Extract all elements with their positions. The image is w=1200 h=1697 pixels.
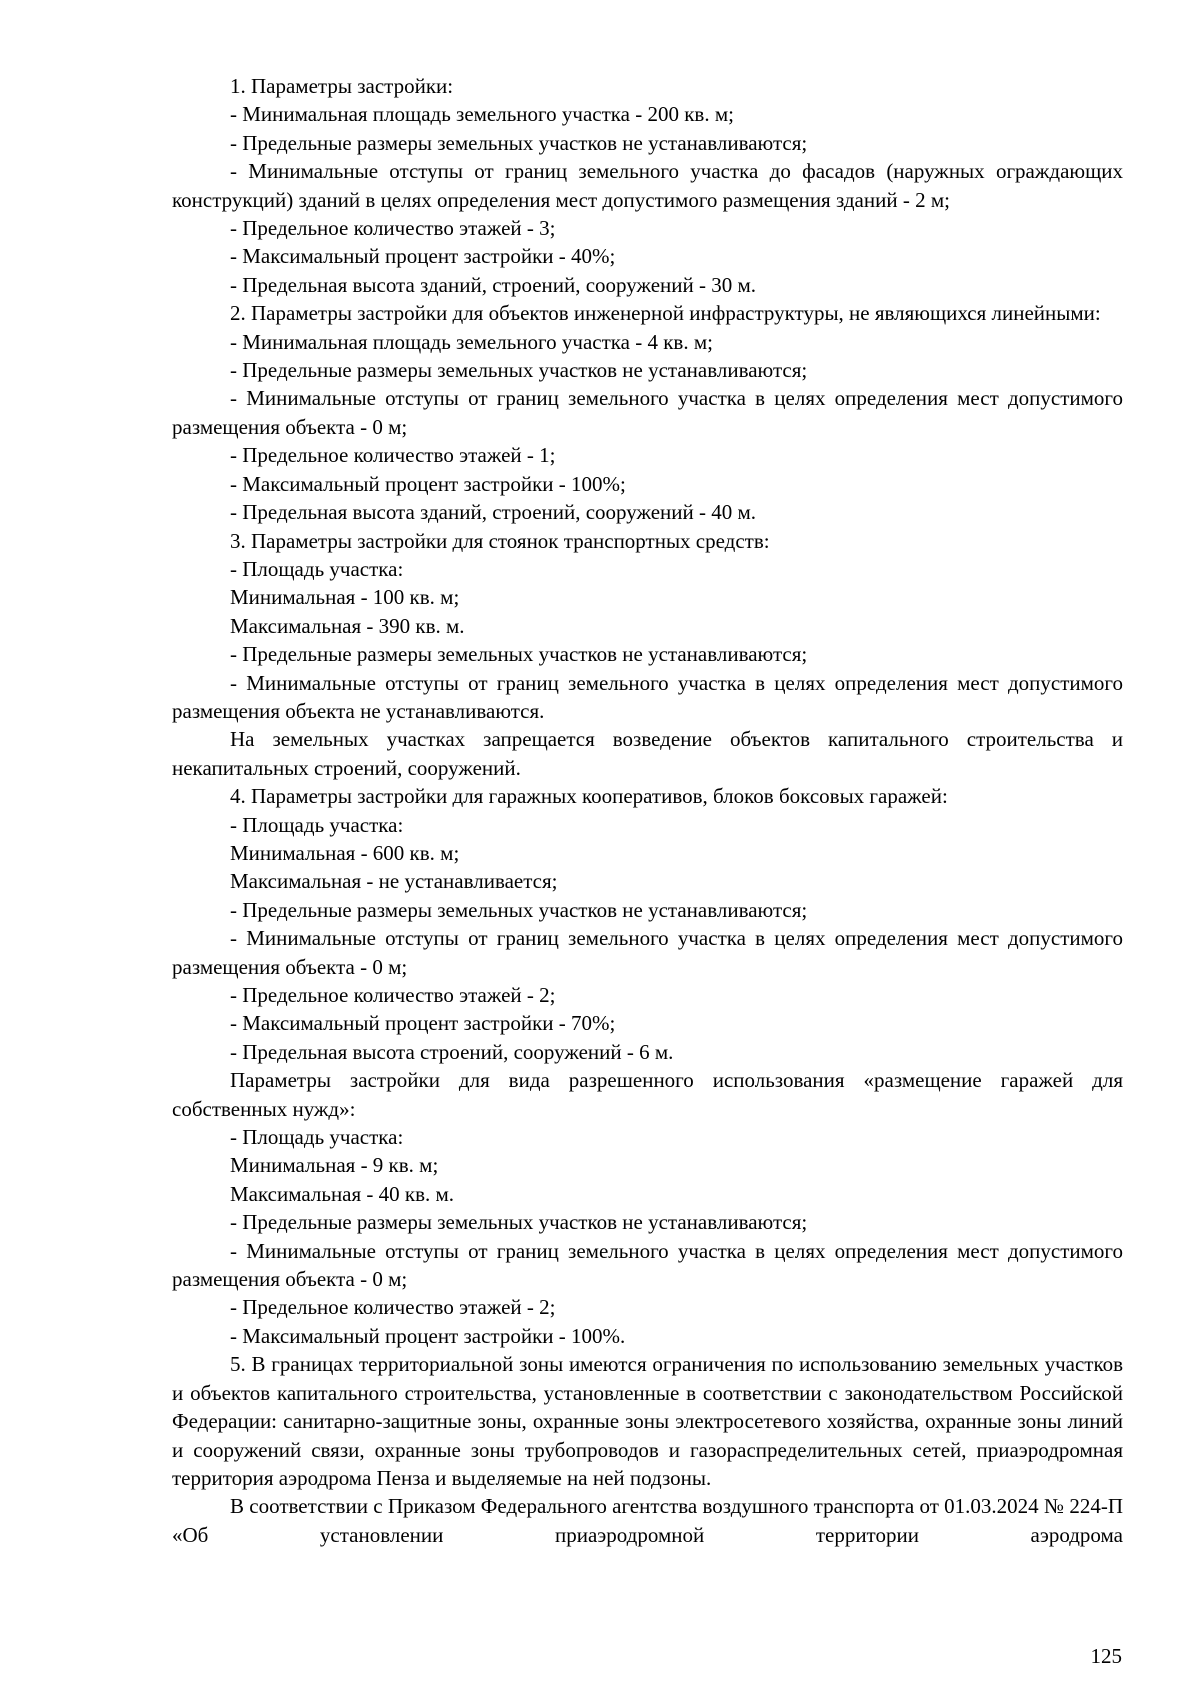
- paragraph: 4. Параметры застройки для гаражных кооперативов, блоков боксовых гаражей:: [230, 784, 948, 809]
- page-number: 125: [1090, 1644, 1122, 1668]
- paragraph: - Минимальные отступы от границ земельного участка в целях определения мест допустимого размещения объекта - 0 м;: [172, 1238, 1123, 1292]
- paragraph: 3. Параметры застройки для стоянок транспортных средств:: [230, 528, 770, 553]
- paragraph: - Минимальные отступы от границ земельного участка в целях определения мест допустимого размещения объекта - 0 м;: [172, 386, 1123, 439]
- paragraph: - Предельные размеры земельных участков не устанавливаются;: [230, 642, 808, 667]
- paragraph: - Площадь участка:: [230, 812, 404, 837]
- paragraph: - Площадь участка:: [230, 1125, 404, 1150]
- paragraph: - Максимальный процент застройки - 70%;: [230, 1011, 616, 1036]
- paragraph: 2. Параметры застройки для объектов инженерной инфраструктуры, не являющихся линейными:: [230, 301, 1101, 326]
- paragraph: - Предельное количество этажей - 1;: [230, 443, 556, 468]
- paragraph: - Предельная высота зданий, строений, сооружений - 40 м.: [230, 500, 757, 525]
- paragraph: Минимальная - 600 кв. м;: [230, 840, 460, 865]
- paragraph: - Минимальная площадь земельного участка - 200 кв. м;: [230, 102, 734, 127]
- document-page: [172, 72, 1123, 1549]
- paragraph: - Предельные размеры земельных участков не устанавливаются;: [230, 897, 808, 922]
- paragraph: - Предельное количество этажей - 2;: [230, 1295, 556, 1320]
- paragraph: - Предельные размеры земельных участков не устанавливаются;: [230, 130, 808, 155]
- paragraph: Минимальная - 9 кв. м;: [230, 1153, 439, 1178]
- paragraph: Минимальная - 100 кв. м;: [230, 585, 460, 610]
- paragraph: - Минимальная площадь земельного участка - 4 кв. м;: [230, 329, 713, 354]
- paragraph: - Предельные размеры земельных участков не устанавливаются;: [230, 358, 808, 383]
- paragraph: В соответствии с Приказом Федерального агентства воздушного транспорта от 01.03.2024 № 224-П «Об установлении приаэродромной территории аэродрома: [172, 1494, 1123, 1547]
- paragraph: На земельных участках запрещается возведение объектов капитального строительства и некапитальных строений, сооружений.: [172, 727, 1123, 780]
- paragraph: - Максимальный процент застройки - 100%;: [230, 471, 626, 496]
- paragraph: Параметры застройки для вида разрешенного использования «размещение гаражей для собственных нужд»:: [172, 1068, 1123, 1121]
- paragraph: 1. Параметры застройки:: [230, 74, 454, 98]
- paragraph: - Максимальный процент застройки - 100%.: [230, 1323, 626, 1348]
- paragraph: - Максимальный процент застройки - 40%;: [230, 244, 616, 269]
- paragraph: - Площадь участка:: [230, 556, 404, 581]
- paragraph: Максимальная - не устанавливается;: [230, 869, 558, 894]
- paragraph: - Предельное количество этажей - 2;: [230, 983, 556, 1007]
- paragraph: - Предельная высота зданий, строений, сооружений - 30 м.: [230, 272, 757, 297]
- paragraph: Максимальная - 390 кв. м.: [230, 613, 465, 638]
- paragraph: - Минимальные отступы от границ земельного участка в целях определения мест допустимого размещения объекта не устанавливаются.: [172, 670, 1123, 723]
- paragraph: - Предельное количество этажей - 3;: [230, 216, 556, 241]
- paragraph: - Минимальные отступы от границ земельного участка в целях определения мест допустимого размещения объекта - 0 м;: [172, 926, 1123, 979]
- paragraph: - Предельные размеры земельных участков не устанавливаются;: [230, 1210, 808, 1235]
- paragraph: - Минимальные отступы от границ земельного участка до фасадов (наружных ограждающих конструкций) зданий в целях определения мест допустимого размещения зданий - 2 м;: [172, 159, 1123, 212]
- paragraph: Максимальная - 40 кв. м.: [230, 1181, 455, 1206]
- paragraph: - Предельная высота строений, сооружений - 6 м.: [230, 1039, 674, 1064]
- paragraph: 5. В границах территориальной зоны имеются ограничения по использованию земельных участков и объектов капитального строительства, установленные в соответствии с законодательством Российской Федерации: санитарно-защитные зоны, охранные зоны электросетевого хозяйства, охранные зоны линий и сооружений связи, охранные зоны трубопроводов и газораспределительных сетей, приаэродромная территория аэродрома Пенза и выделяемые на ней подзоны.: [172, 1352, 1123, 1490]
